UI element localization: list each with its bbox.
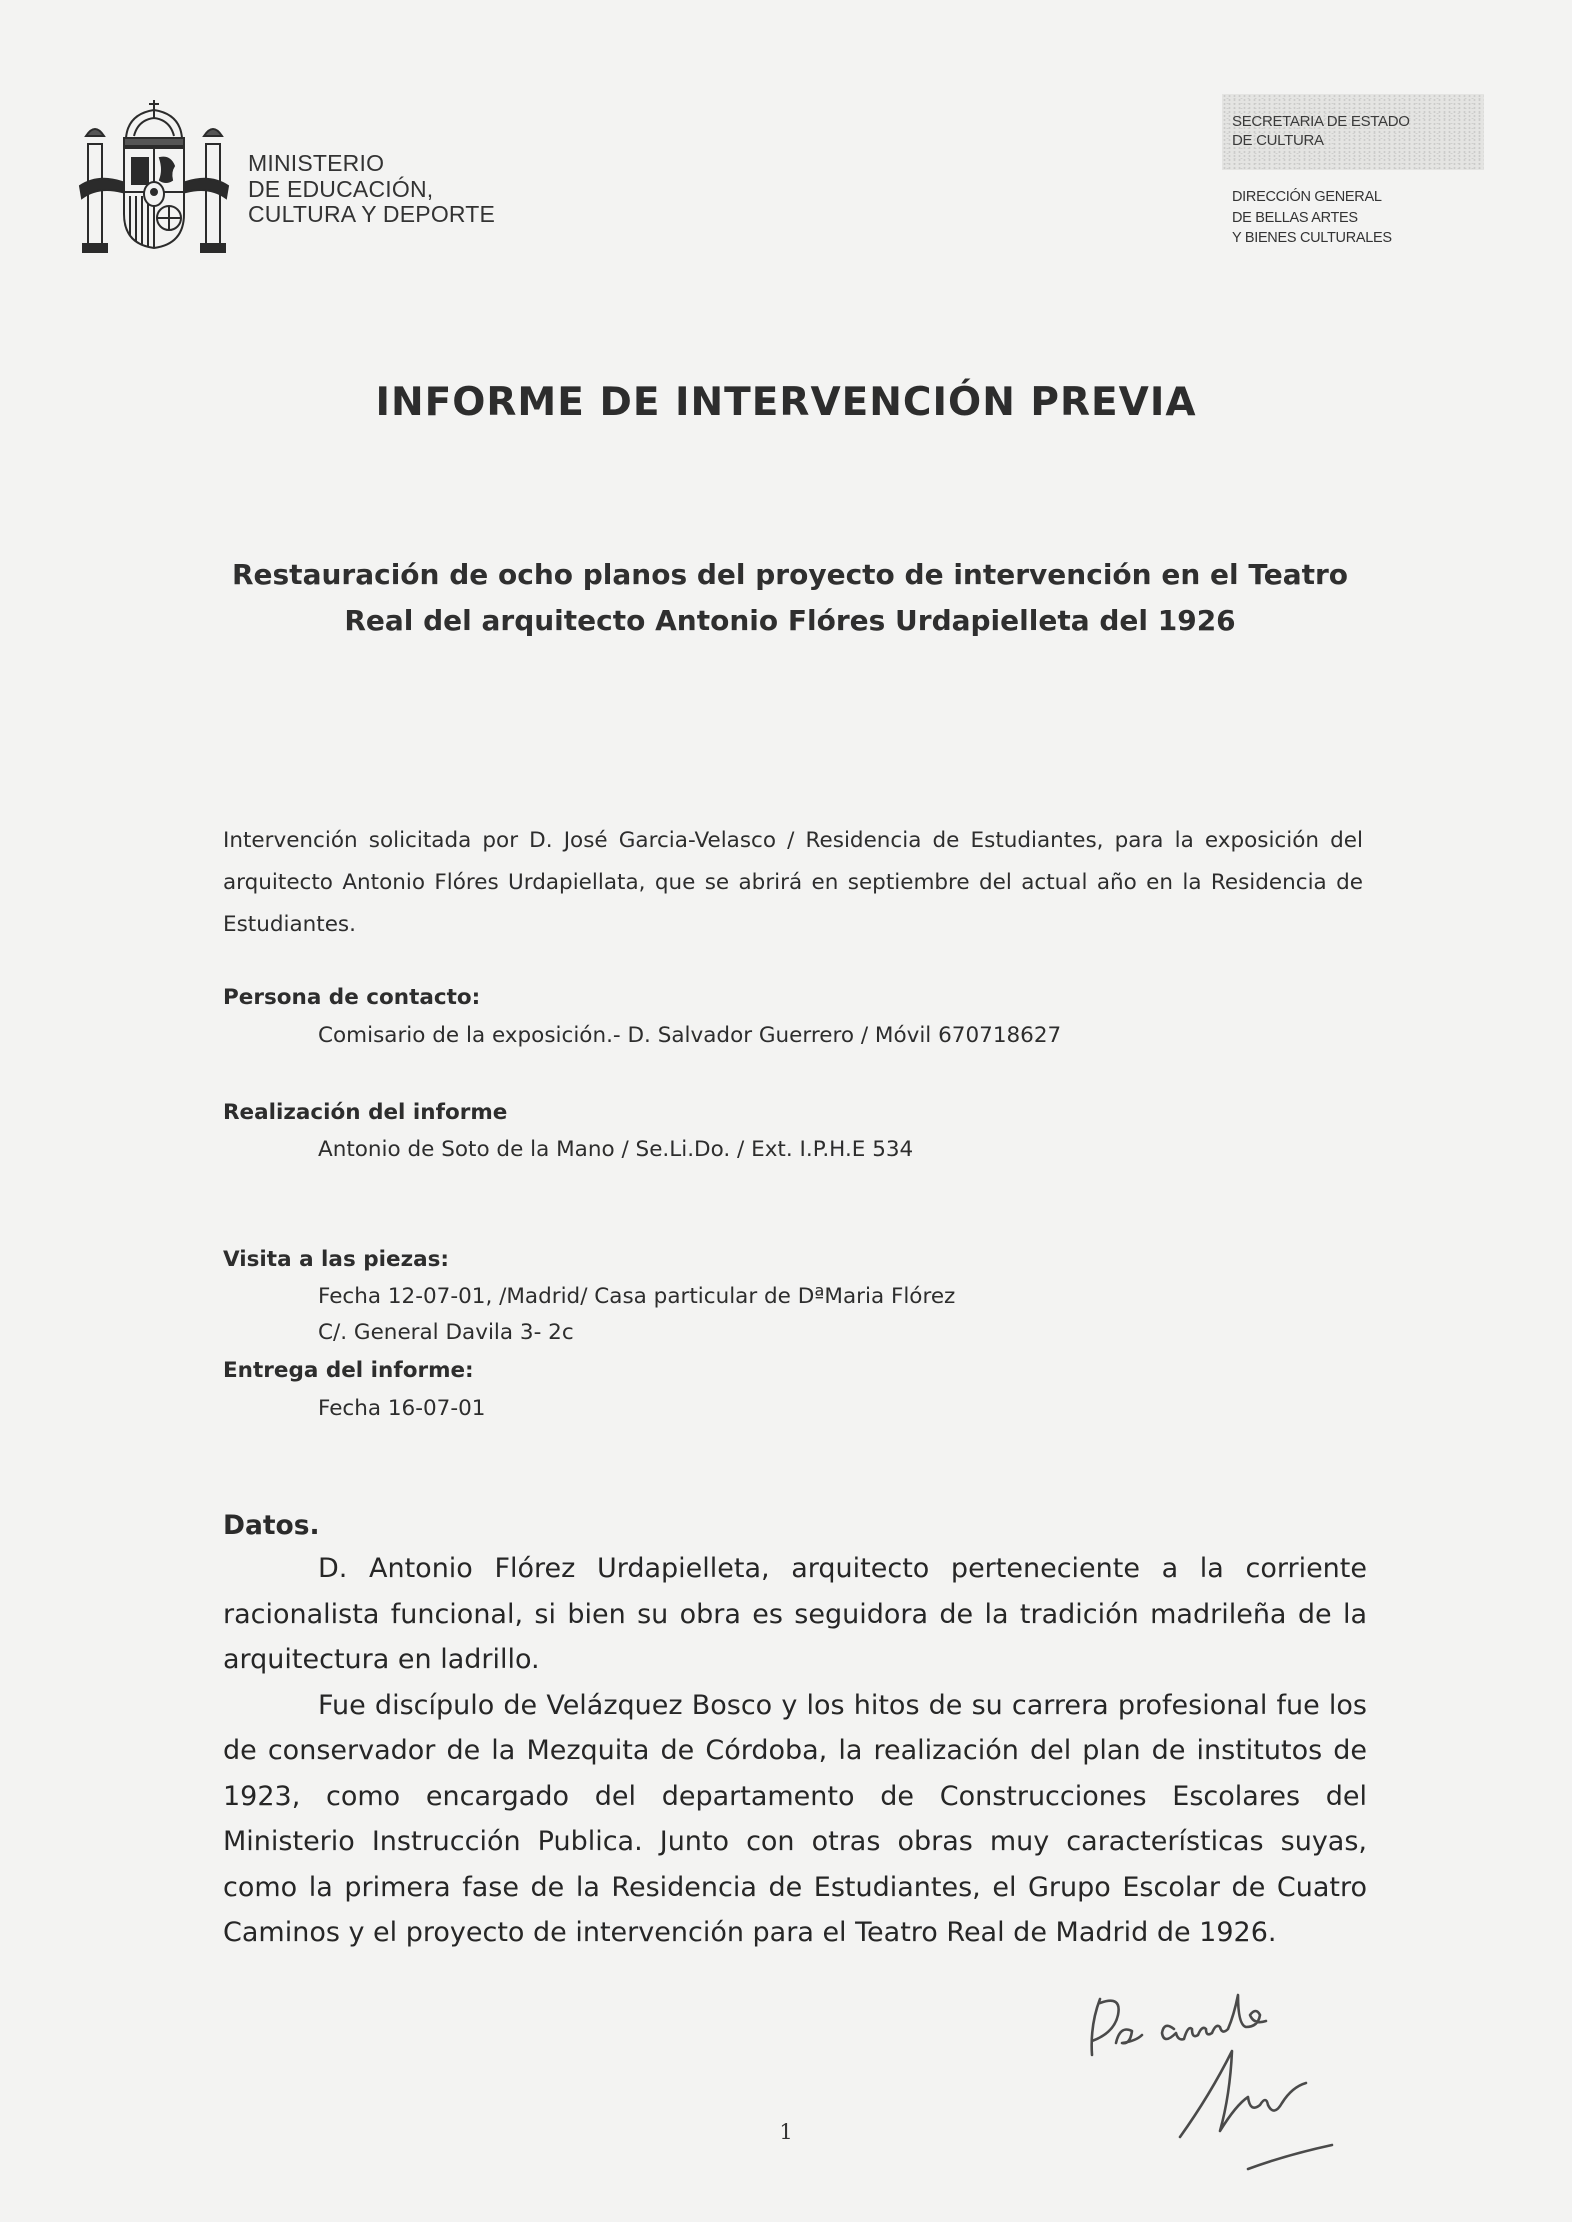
spain-coat-of-arms-icon [78,96,230,256]
document-title: INFORME DE INTERVENCIÓN PREVIA [375,380,1197,425]
direccion-line: DIRECCIÓN GENERAL [1232,189,1382,205]
intro-paragraph: Intervención solicitada por D. José Garcia-Velasco / Residencia de Estudiantes, para la exposición del arquitecto Antonio Flóres Urdapiellata, que se abrirá en septiembre del actual año en la Residencia de Estudiantes. [223,828,1363,937]
ministry-name [248,151,495,228]
direccion-line: Y BIENES CULTURALES [1232,230,1392,246]
contact-value: Comisario de la exposición.- D. Salvador Guerrero / Móvil 670718627 [318,1023,1062,1048]
visit-label: Visita a las piezas: [223,1247,449,1272]
datos-paragraph: Fue discípulo de Velázquez Bosco y los hitos de su carrera profesional fue los de conservador de la Mezquita de Córdoba, la realización del plan de institutos de 1923, como encargado del departamento de Construcciones Escolares del Ministerio Instrucción Publica. Junto con otras obras muy características suyas, como la primera fase de la Residencia de Estudiantes, el Grupo Escolar de Cuatro Caminos y el proyecto de intervención para el Teatro Real de Madrid de 1926. [223,1689,1367,1948]
datos-heading: Datos. [223,1510,320,1541]
datos-paragraph: D. Antonio Flórez Urdapielleta, arquitecto perteneciente a la corriente racionalista funcional, si bien su obra es seguidora de la tradición madrileña de la arquitectura en ladrillo. [223,1553,1367,1675]
visit-address-line: C/. General Davila 3- 2c [318,1320,574,1345]
subtitle-line: Restauración de ocho planos del proyecto de intervención en el Teatro [231,558,1349,591]
handwritten-note-stroke [1092,1999,1142,2055]
ministry-line: CULTURA Y DEPORTE [248,201,496,227]
delivery-label: Entrega del informe: [223,1358,474,1383]
secretaria-name [1232,112,1410,150]
contact-label: Persona de contacto: [223,985,481,1010]
delivery-value: Fecha 16-07-01 [318,1396,486,1421]
page-number: 1 [779,2120,793,2144]
datos-body [223,1546,1367,1956]
subtitle-line: Real del arquitecto Antonio Flóres Urdapielleta del 1926 [344,604,1236,637]
author-label: Realización del informe [223,1100,508,1125]
secretaria-line: DE CULTURA [1232,132,1324,149]
direccion-line: DE BELLAS ARTES [1232,209,1358,226]
ministry-line: MINISTERIO [248,150,385,176]
visit-date-line: Fecha 12-07-01, /Madrid/ Casa particular de DªMaria Flórez [318,1284,956,1309]
direccion-general-name [1232,187,1392,249]
document-subtitle [200,552,1380,644]
author-value: Antonio de Soto de la Mano / Se.Li.Do. / Ext. I.P.H.E 534 [318,1137,914,1162]
secretaria-line: SECRETARIA DE ESTADO [1232,113,1410,130]
ministry-line: DE EDUCACIÓN, [248,175,434,202]
